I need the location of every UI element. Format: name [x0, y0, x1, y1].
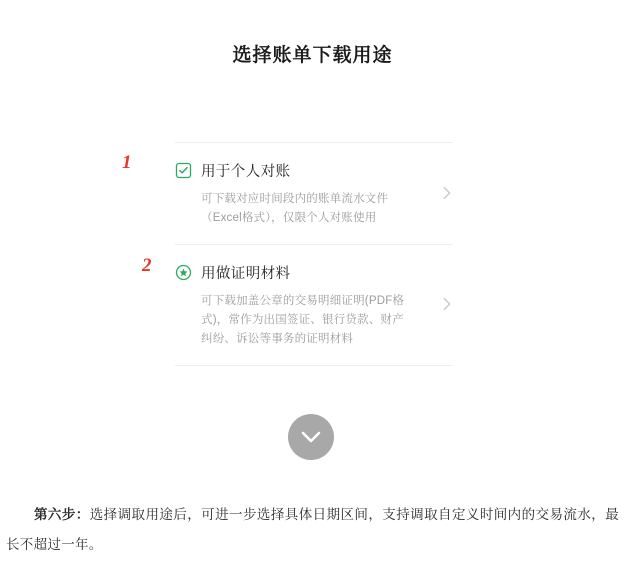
annotation-marker-2: 2 [142, 255, 152, 276]
option-header [175, 159, 453, 181]
options-list [175, 142, 453, 366]
option-proof-material[interactable] [175, 244, 453, 366]
chevron-right-icon[interactable] [443, 298, 451, 313]
chevron-down-icon [300, 429, 322, 445]
caption-step-label: 第六步： [34, 507, 90, 522]
page-title: 选择账单下载用途 [232, 45, 393, 66]
star-seal-icon [175, 264, 192, 281]
option-description: 可下载对应时间段内的账单流水文件（Excel格式），仅限个人对账使用 [201, 193, 389, 224]
option-description: 可下载加盖公章的交易明细证明(PDF格式)，常作为出国签证、银行贷款、财产纠纷、诉讼等事务的证明材料 [201, 295, 405, 345]
scroll-down-button[interactable] [288, 414, 334, 460]
annotation-marker-1: 1 [122, 152, 132, 173]
option-title: 用做证明材料 [201, 265, 291, 282]
option-title: 用于个人对账 [201, 163, 291, 180]
caption-text [0, 500, 625, 560]
document-check-icon [175, 162, 192, 179]
option-header [175, 261, 453, 283]
chevron-right-icon[interactable] [443, 186, 451, 201]
option-personal-reconciliation[interactable] [175, 142, 453, 244]
caption-body: 选择调取用途后，可进一步选择具体日期区间，支持调取自定义时间内的交易流水，最长不超过一年。 [6, 507, 619, 552]
